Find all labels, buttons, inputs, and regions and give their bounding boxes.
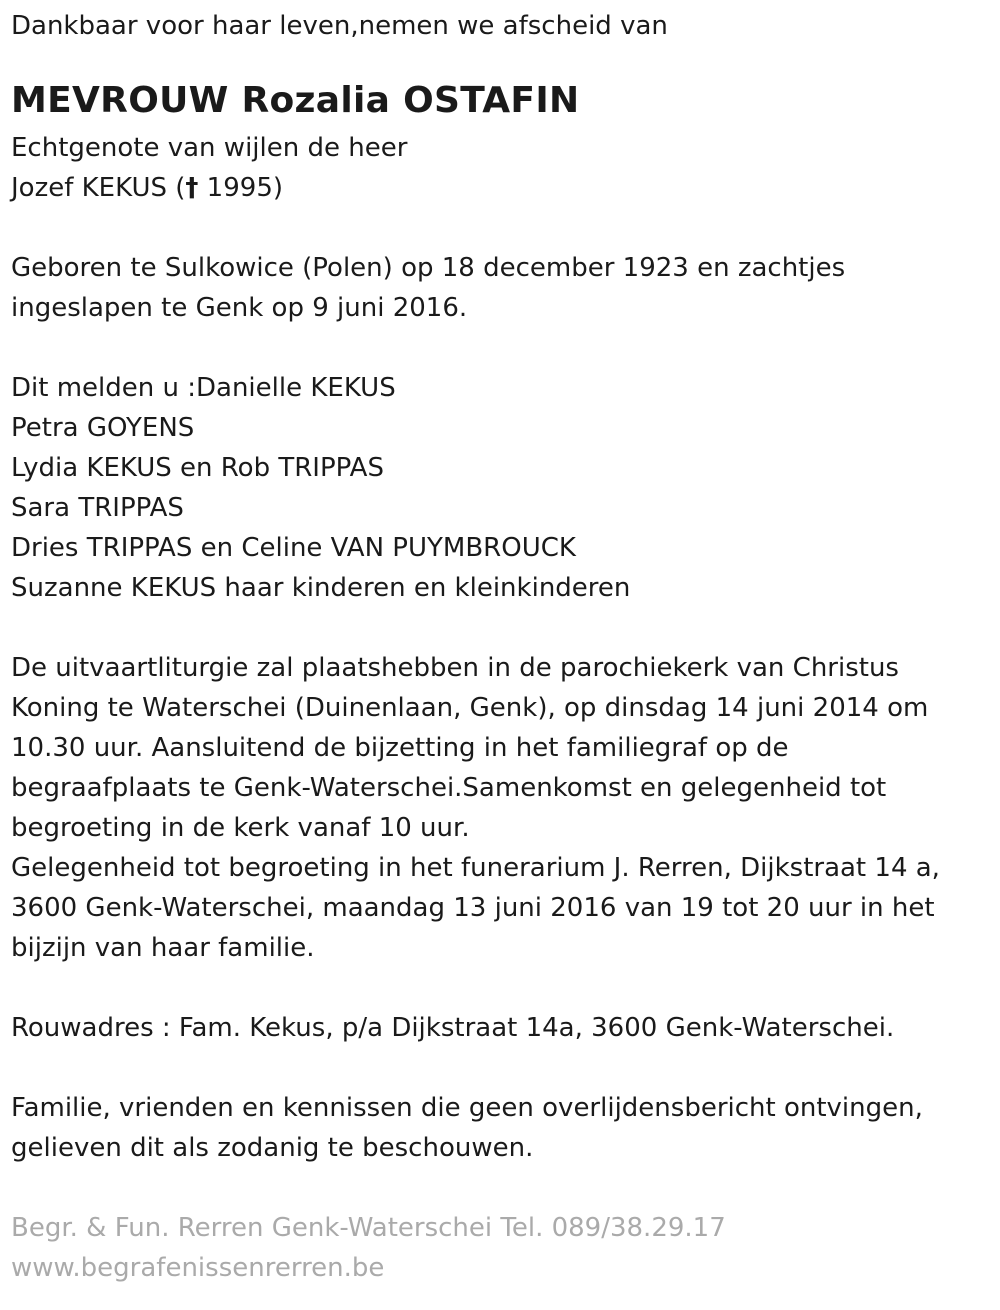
family-line: Dit melden u :Danielle KEKUS bbox=[11, 373, 396, 403]
spacer bbox=[11, 1168, 991, 1208]
funeral-home-contact: Begr. & Fun. Rerren Genk-Waterschei Tel. 089/38.29.17 bbox=[11, 1213, 726, 1243]
funeral-line: begroeting in de kerk vanaf 10 uur. bbox=[11, 813, 470, 843]
obituary-notice bbox=[11, 6, 991, 1288]
spacer bbox=[11, 208, 991, 248]
visitation-line: 3600 Genk-Waterschei, maandag 13 juni 2016 van 19 tot 20 uur in het bbox=[11, 893, 935, 923]
website-link[interactable]: www.begrafenissenrerren.be bbox=[11, 1253, 385, 1283]
family-line: Petra GOYENS bbox=[11, 413, 195, 443]
visitation-line: Gelegenheid tot begroeting in het funerarium J. Rerren, Dijkstraat 14 a, bbox=[11, 853, 940, 883]
birth-line: ingeslapen te Genk op 9 juni 2016. bbox=[11, 293, 468, 323]
cross-icon: † bbox=[185, 173, 199, 203]
birth-line: Geboren te Sulkowice (Polen) op 18 december 1923 en zachtjes bbox=[11, 253, 846, 283]
funeral-line: Koning te Waterschei (Duinenlaan, Genk), op dinsdag 14 juni 2014 om bbox=[11, 693, 929, 723]
family-line: Dries TRIPPAS en Celine VAN PUYMBROUCK bbox=[11, 533, 576, 563]
spouse-death-year: 1995) bbox=[198, 173, 283, 203]
notice-line: gelieven dit als zodanig te beschouwen. bbox=[11, 1133, 534, 1163]
notice-line: Familie, vrienden en kennissen die geen overlijdensbericht ontvingen, bbox=[11, 1093, 923, 1123]
spacer bbox=[11, 1048, 991, 1088]
spouse-line: Echtgenote van wijlen de heer bbox=[11, 133, 408, 163]
visitation-line: bijzijn van haar familie. bbox=[11, 933, 315, 963]
intro-text: Dankbaar voor haar leven,nemen we afscheid van bbox=[11, 11, 668, 41]
spacer bbox=[11, 328, 991, 368]
family-line: Lydia KEKUS en Rob TRIPPAS bbox=[11, 453, 384, 483]
deceased-name: MEVROUW Rozalia OSTAFIN bbox=[11, 80, 580, 121]
mourning-address: Rouwadres : Fam. Kekus, p/a Dijkstraat 14a, 3600 Genk-Waterschei. bbox=[11, 1013, 895, 1043]
funeral-line: De uitvaartliturgie zal plaatshebben in de parochiekerk van Christus bbox=[11, 653, 899, 683]
family-line: Sara TRIPPAS bbox=[11, 493, 184, 523]
spacer bbox=[11, 608, 991, 648]
funeral-line: begraafplaats te Genk-Waterschei.Samenkomst en gelegenheid tot bbox=[11, 773, 887, 803]
spacer bbox=[11, 968, 991, 1008]
funeral-line: 10.30 uur. Aansluitend de bijzetting in het familiegraf op de bbox=[11, 733, 789, 763]
family-line: Suzanne KEKUS haar kinderen en kleinkinderen bbox=[11, 573, 631, 603]
spouse-name-line bbox=[11, 168, 991, 208]
spouse-name: Jozef KEKUS ( bbox=[11, 173, 186, 203]
